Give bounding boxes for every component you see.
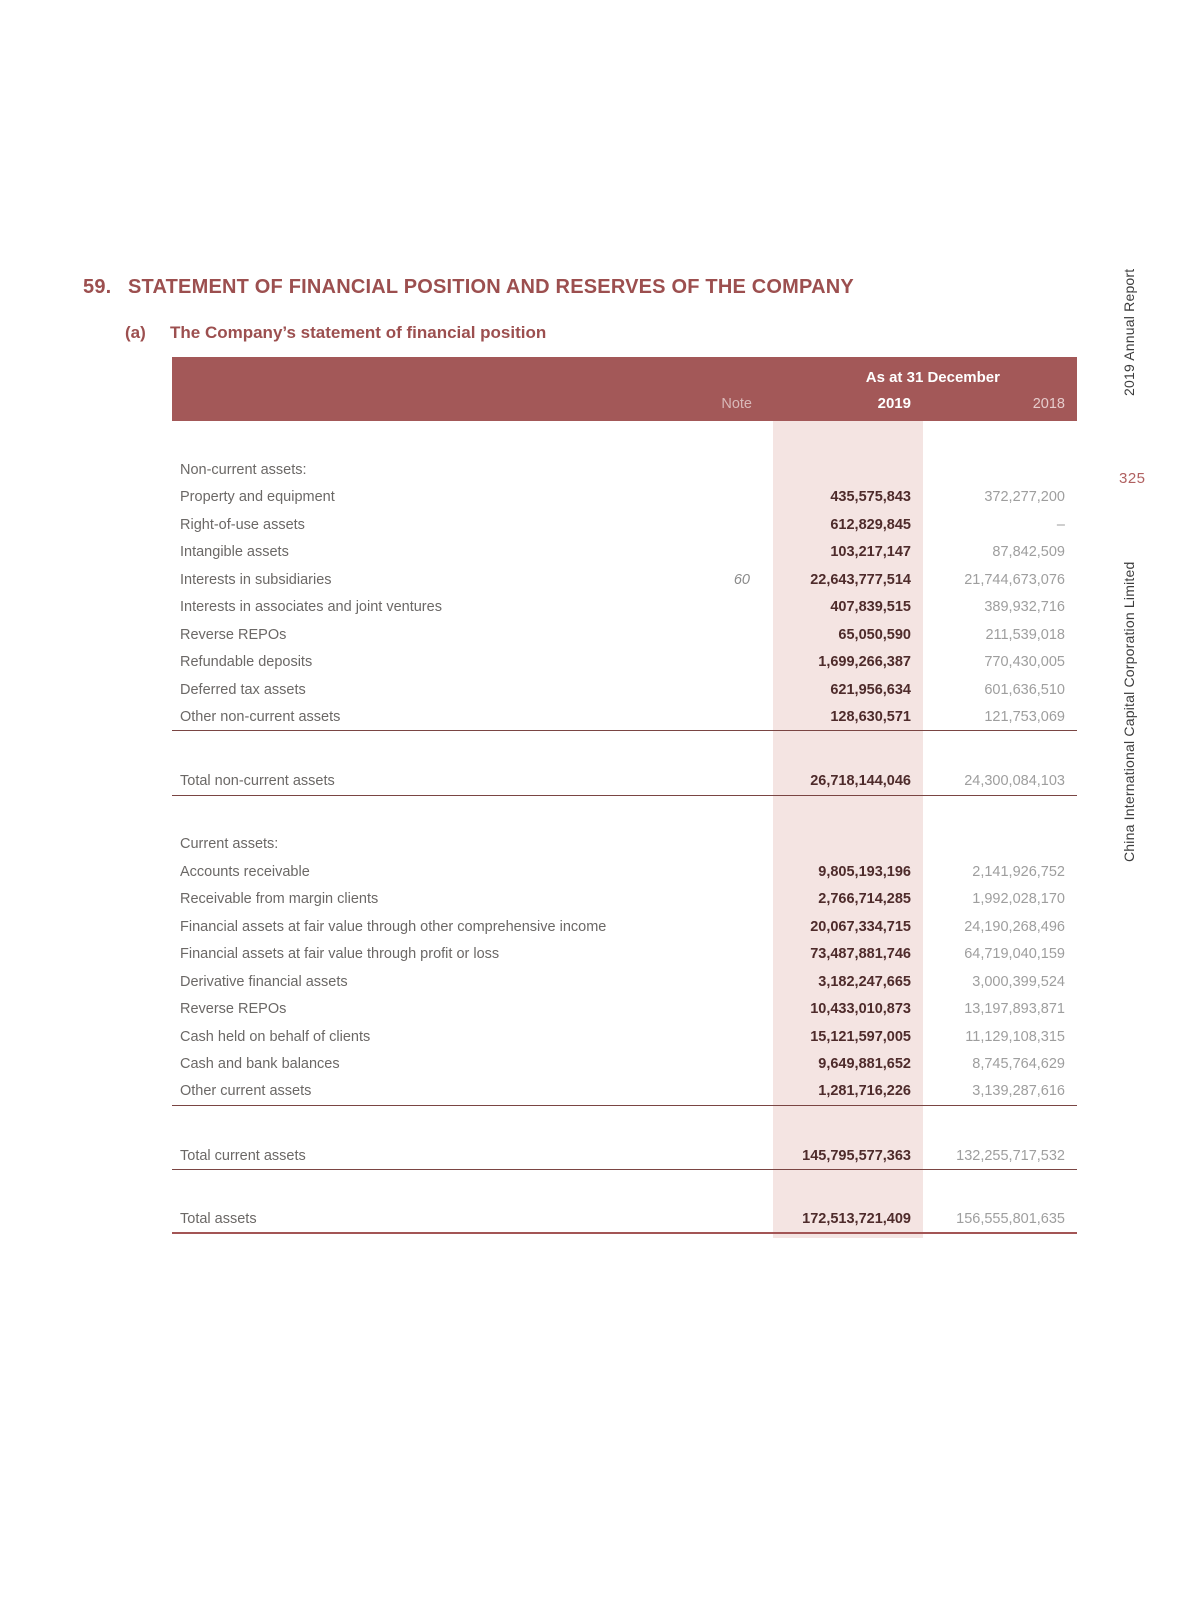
table-total-row bbox=[172, 1206, 1077, 1234]
value-2019: 73,487,881,746 bbox=[810, 946, 911, 963]
row-label: Financial assets at fair value through other comprehensive income bbox=[180, 918, 607, 935]
table-body bbox=[172, 421, 1077, 1234]
table-header-band bbox=[172, 357, 1077, 421]
table-section-row bbox=[172, 456, 1077, 484]
table-spacer bbox=[172, 731, 1077, 768]
row-label: Other current assets bbox=[180, 1083, 312, 1100]
table-row bbox=[172, 1023, 1077, 1051]
row-label: Financial assets at fair value through profit or loss bbox=[180, 946, 500, 963]
table-row bbox=[172, 886, 1077, 914]
row-label: Total current assets bbox=[180, 1147, 306, 1164]
value-2019: 26,718,144,046 bbox=[810, 773, 911, 790]
subsection-title: The Company’s statement of financial position bbox=[170, 323, 547, 342]
year-2018-column-header: 2018 bbox=[1032, 396, 1065, 412]
value-2019: 65,050,590 bbox=[838, 626, 911, 643]
note-reference: 60 bbox=[733, 571, 750, 588]
value-2018: 121,753,069 bbox=[984, 708, 1065, 725]
table-spacer bbox=[172, 796, 1077, 831]
row-label: Interests in subsidiaries bbox=[180, 571, 332, 588]
value-2018: 24,300,084,103 bbox=[964, 773, 1065, 790]
table-spacer bbox=[172, 1170, 1077, 1206]
value-2018: 13,197,893,871 bbox=[964, 1001, 1065, 1018]
year-2019-column-header: 2019 bbox=[877, 395, 911, 412]
row-label: Right-of-use assets bbox=[180, 516, 305, 533]
subsection-heading bbox=[125, 323, 1025, 343]
row-label: Refundable deposits bbox=[180, 654, 313, 671]
subsection-letter: (a) bbox=[125, 323, 146, 342]
value-2019: 15,121,597,005 bbox=[810, 1028, 911, 1045]
section-title: STATEMENT OF FINANCIAL POSITION AND RESERVES OF THE COMPANY bbox=[128, 276, 854, 298]
row-label: Reverse REPOs bbox=[180, 1001, 287, 1018]
table-row bbox=[172, 511, 1077, 539]
value-2019: 3,182,247,665 bbox=[818, 973, 911, 990]
value-2018: 770,430,005 bbox=[984, 654, 1065, 671]
margin-annual-report-label: 2019 Annual Report bbox=[1121, 268, 1137, 396]
value-2019: 22,643,777,514 bbox=[810, 571, 911, 588]
row-label: Total assets bbox=[180, 1210, 257, 1227]
row-label: Accounts receivable bbox=[180, 863, 310, 880]
value-2018: 3,000,399,524 bbox=[972, 973, 1065, 990]
row-label: Intangible assets bbox=[180, 544, 289, 561]
row-label: Total non-current assets bbox=[180, 773, 335, 790]
table-row bbox=[172, 594, 1077, 622]
value-2019: 103,217,147 bbox=[830, 544, 911, 561]
row-label: Property and equipment bbox=[180, 489, 335, 506]
table-total-row bbox=[172, 768, 1077, 796]
table-row bbox=[172, 1078, 1077, 1106]
table-row bbox=[172, 621, 1077, 649]
page-number: 325 bbox=[1119, 470, 1146, 487]
row-label: Current assets: bbox=[180, 836, 279, 853]
section-number: 59. bbox=[83, 276, 112, 298]
value-2018: 3,139,287,616 bbox=[972, 1083, 1065, 1100]
statement-of-financial-position-table bbox=[172, 357, 1077, 1234]
value-2018: 372,277,200 bbox=[984, 489, 1065, 506]
value-2018: – bbox=[1056, 516, 1065, 533]
row-label: Interests in associates and joint ventures bbox=[180, 599, 442, 616]
value-2018: 1,992,028,170 bbox=[972, 891, 1065, 908]
row-label: Cash held on behalf of clients bbox=[180, 1028, 371, 1045]
value-2018: 211,539,018 bbox=[985, 626, 1065, 643]
value-2018: 8,745,764,629 bbox=[972, 1056, 1065, 1073]
value-2018: 64,719,040,159 bbox=[964, 946, 1065, 963]
table-row bbox=[172, 996, 1077, 1024]
value-2019: 2,766,714,285 bbox=[818, 891, 911, 908]
table-row bbox=[172, 484, 1077, 512]
value-2018: 21,744,673,076 bbox=[964, 571, 1065, 588]
table-row bbox=[172, 968, 1077, 996]
table-row bbox=[172, 649, 1077, 677]
value-2019: 128,630,571 bbox=[830, 708, 911, 725]
table-row bbox=[172, 676, 1077, 704]
value-2019: 612,829,845 bbox=[830, 516, 911, 533]
table-section-row bbox=[172, 831, 1077, 859]
section-heading bbox=[83, 276, 1063, 298]
value-2019: 1,699,266,387 bbox=[818, 654, 911, 671]
row-label: Other non-current assets bbox=[180, 708, 341, 725]
table-row bbox=[172, 941, 1077, 969]
value-2018: 24,190,268,496 bbox=[964, 918, 1065, 935]
row-label: Deferred tax assets bbox=[180, 681, 306, 698]
value-2018: 2,141,926,752 bbox=[972, 863, 1065, 880]
row-label: Receivable from margin clients bbox=[180, 891, 379, 908]
value-2019: 621,956,634 bbox=[830, 681, 911, 698]
value-2019: 9,649,881,652 bbox=[818, 1056, 911, 1073]
table-row bbox=[172, 566, 1077, 594]
table-row bbox=[172, 913, 1077, 941]
value-2018: 389,932,716 bbox=[984, 599, 1065, 616]
table-row bbox=[172, 539, 1077, 567]
table-row bbox=[172, 858, 1077, 886]
table-total-row bbox=[172, 1143, 1077, 1171]
row-label: Non-current assets: bbox=[180, 461, 307, 478]
value-2019: 1,281,716,226 bbox=[818, 1083, 911, 1100]
value-2019: 20,067,334,715 bbox=[810, 918, 911, 935]
value-2019: 9,805,193,196 bbox=[818, 863, 911, 880]
value-2019: 172,513,721,409 bbox=[802, 1210, 911, 1227]
value-2019: 407,839,515 bbox=[830, 599, 911, 616]
row-label: Cash and bank balances bbox=[180, 1056, 340, 1073]
value-2018: 87,842,509 bbox=[992, 544, 1065, 561]
table-row bbox=[172, 704, 1077, 732]
table-spacer bbox=[172, 1106, 1077, 1143]
value-2019: 435,575,843 bbox=[830, 489, 911, 506]
value-2018: 11,129,108,315 bbox=[965, 1028, 1065, 1045]
row-label: Derivative financial assets bbox=[180, 973, 348, 990]
value-2019: 145,795,577,363 bbox=[802, 1147, 911, 1164]
row-label: Reverse REPOs bbox=[180, 626, 287, 643]
table-row bbox=[172, 1051, 1077, 1079]
value-2018: 132,255,717,532 bbox=[956, 1147, 1065, 1164]
value-2018: 156,555,801,635 bbox=[956, 1210, 1065, 1227]
margin-company-name-label: China International Capital Corporation Limited bbox=[1121, 561, 1137, 862]
period-header: As at 31 December bbox=[865, 369, 1000, 386]
note-column-header: Note bbox=[721, 396, 752, 412]
value-2018: 601,636,510 bbox=[984, 681, 1065, 698]
value-2019: 10,433,010,873 bbox=[810, 1001, 911, 1018]
